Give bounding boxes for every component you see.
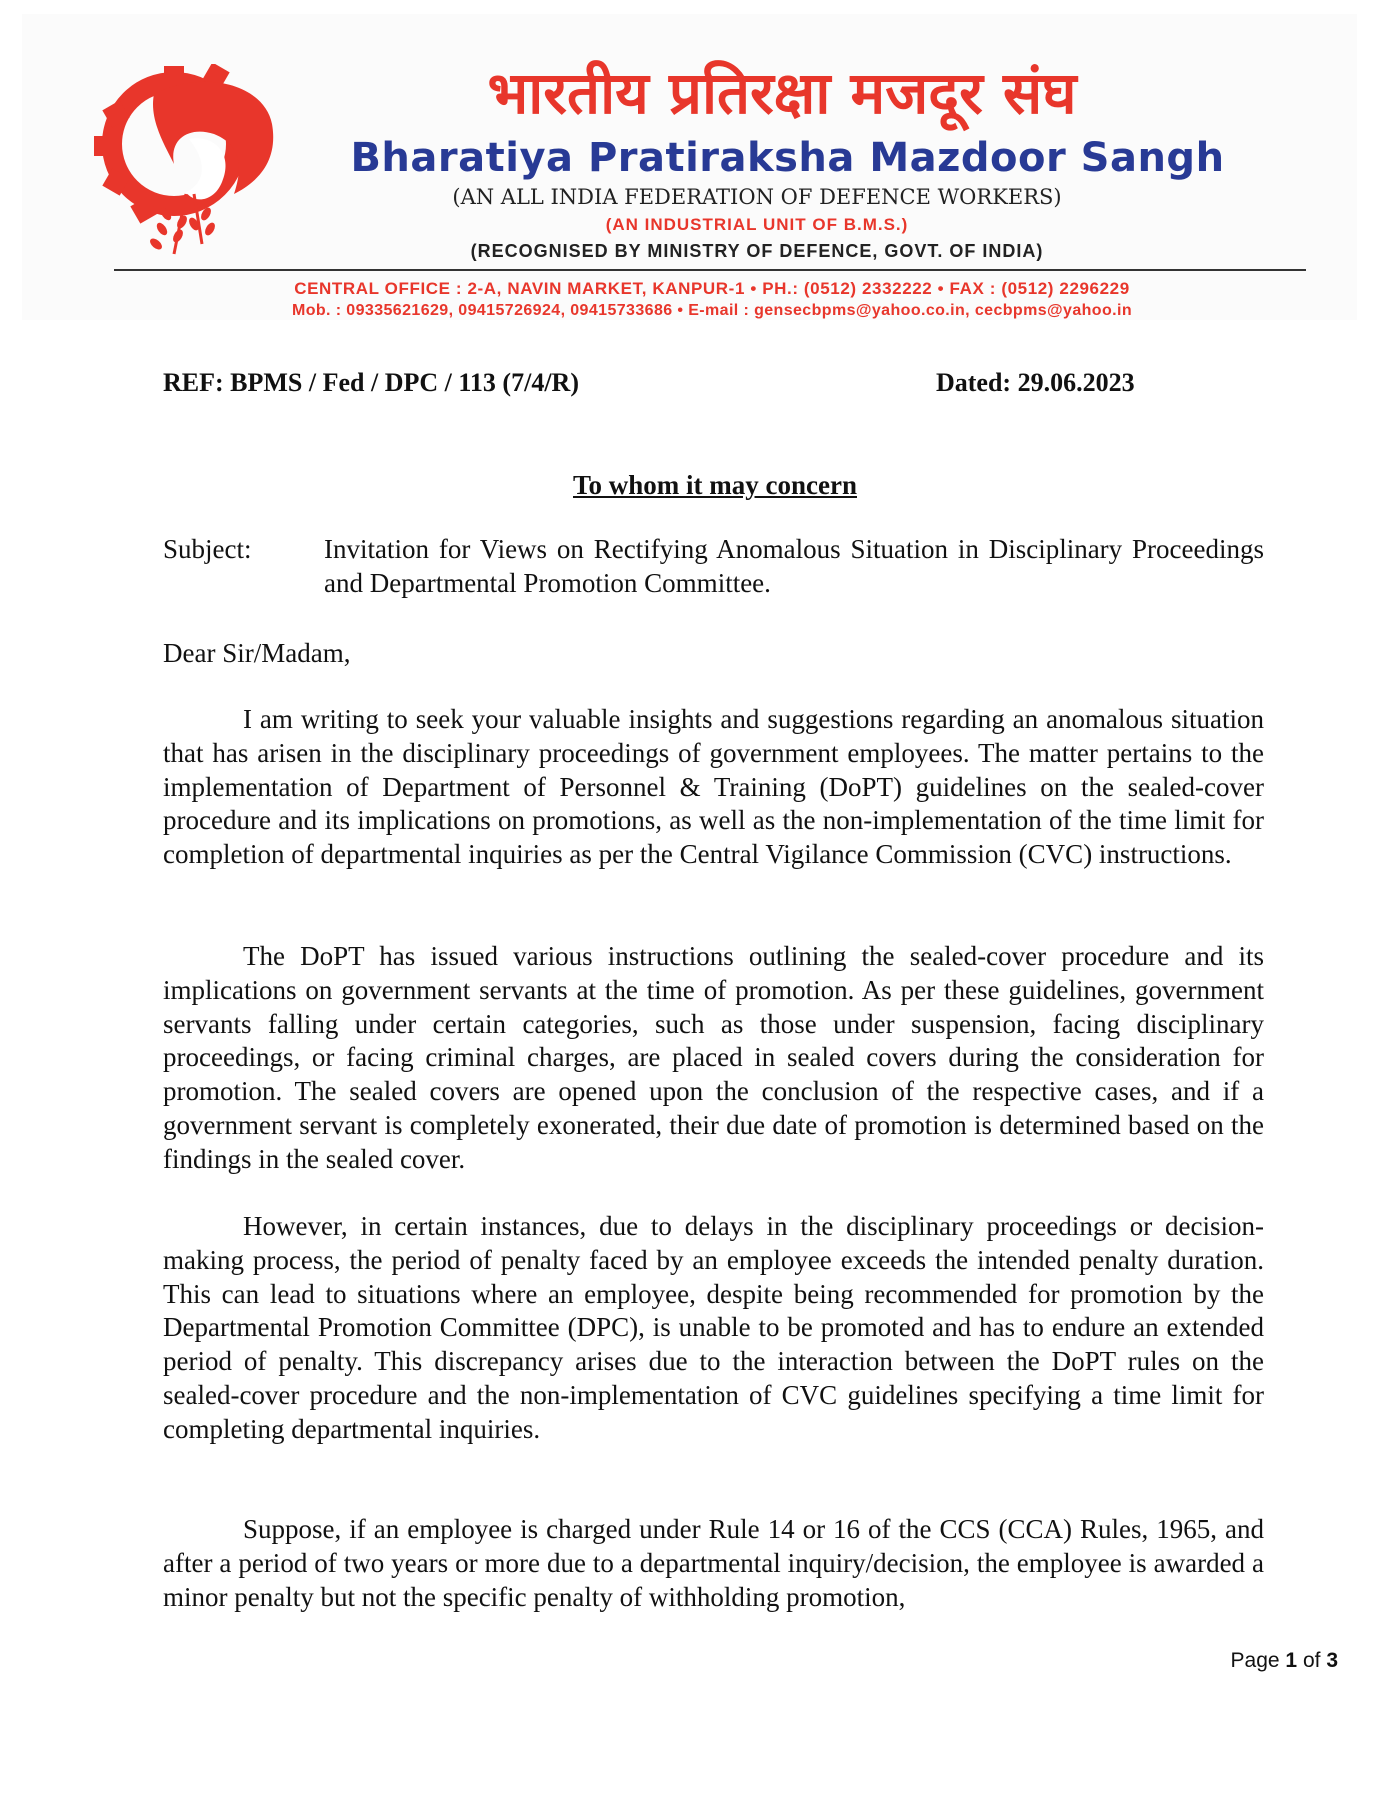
body-paragraph: I am writing to seek your valuable insights and suggestions regarding an anomalous situation that has arisen in the disciplinary proceedings of government employees. The matter pertains to the implementation of Department of Personnel & Training (DoPT) guidelines on the sealed-cover procedure and its implications on promotions, as well as the non-implementation of the time limit for completion of departmental inquiries as per the Central Vigilance Commission (CVC) instructions. [163,704,1264,870]
body-paragraph: The DoPT has issued various instructions outlining the sealed-cover procedure and its implications on government servants at the time of promotion. As per these guidelines, government servants falling under certain categories, such as those under suspension, facing disciplinary proceedings, or facing criminal charges, are placed in sealed covers during the consideration for promotion. The sealed covers are opened upon the conclusion of the respective cases, and if a government servant is completely exonerated, their due date of promotion is determined based on the findings in the sealed cover. [163,941,1264,1174]
total-pages: 3 [1326,1649,1338,1672]
page-number [1208,1648,1338,1674]
letter-heading: To whom it may concern [573,470,857,500]
letter-date: Dated: 29.06.2023 [936,368,1135,397]
org-subtitle-recognition: (RECOGNISED BY MINISTRY OF DEFENCE, GOVT. OF INDIA) [470,241,1044,261]
org-contact-office: CENTRAL OFFICE : 2-A, NAVIN MARKET, KANPUR-1 • PH.: (0512) 2332222 • FAX : (0512) 2296229 [294,279,1130,298]
reference-number: REF: BPMS / Fed / DPC / 113 (7/4/R) [163,368,579,397]
body-paragraph: Suppose, if an employee is charged under Rule 14 or 16 of the CCS (CCA) Rules, 1965, and after a period of two years or more due to a departmental inquiry/decision, the employee is awarded a minor penalty but not the specific penalty of withholding promotion, [163,1514,1264,1612]
letterhead [22,14,1357,320]
current-page: 1 [1285,1649,1298,1672]
body-paragraph: However, in certain instances, due to delays in the disciplinary proceedings or decision-making process, the period of penalty faced by an employee exceeds the intended penalty duration. This can lead to situations where an employee, despite being recommended for promotion by the Departmental Promotion Committee (DPC), is unable to be promoted and has to endure an extended period of penalty. This discrepancy arises due to the interaction between the DoPT rules on the sealed-cover procedure and the non-implementation of CVC guidelines specifying a time limit for completing departmental inquiries. [163,1211,1264,1444]
org-subtitle-unit: (AN INDUSTRIAL UNIT OF B.M.S.) [605,215,909,234]
salutation: Dear Sir/Madam, [163,638,351,668]
org-name-english: Bharatiya Pratiraksha Mazdoor Sangh [350,135,1225,181]
of-word: of [1302,1649,1321,1672]
org-contact-mobile-email: Mob. : 09335621629, 09415726924, 09415733686 • E-mail : gensecbpms@yahoo.co.in, cecbpms@yahoo.in [291,302,1133,319]
org-name-hindi: भारतीय प्रतिरक्षा मजदूर संघ [487,59,1077,127]
subject-text: Invitation for Views on Rectifying Anomalous Situation in Disciplinary Proceedings and Departmental Promotion Committee. [324,534,1264,598]
org-subtitle-federation: (AN ALL INDIA FEDERATION OF DEFENCE WORKERS) [452,185,1062,209]
gear-and-mazdoor-emblem-icon [94,64,284,259]
subject-label: Subject: [163,534,252,564]
letterhead-divider [114,269,1306,271]
page-word: Page [1230,1649,1280,1672]
